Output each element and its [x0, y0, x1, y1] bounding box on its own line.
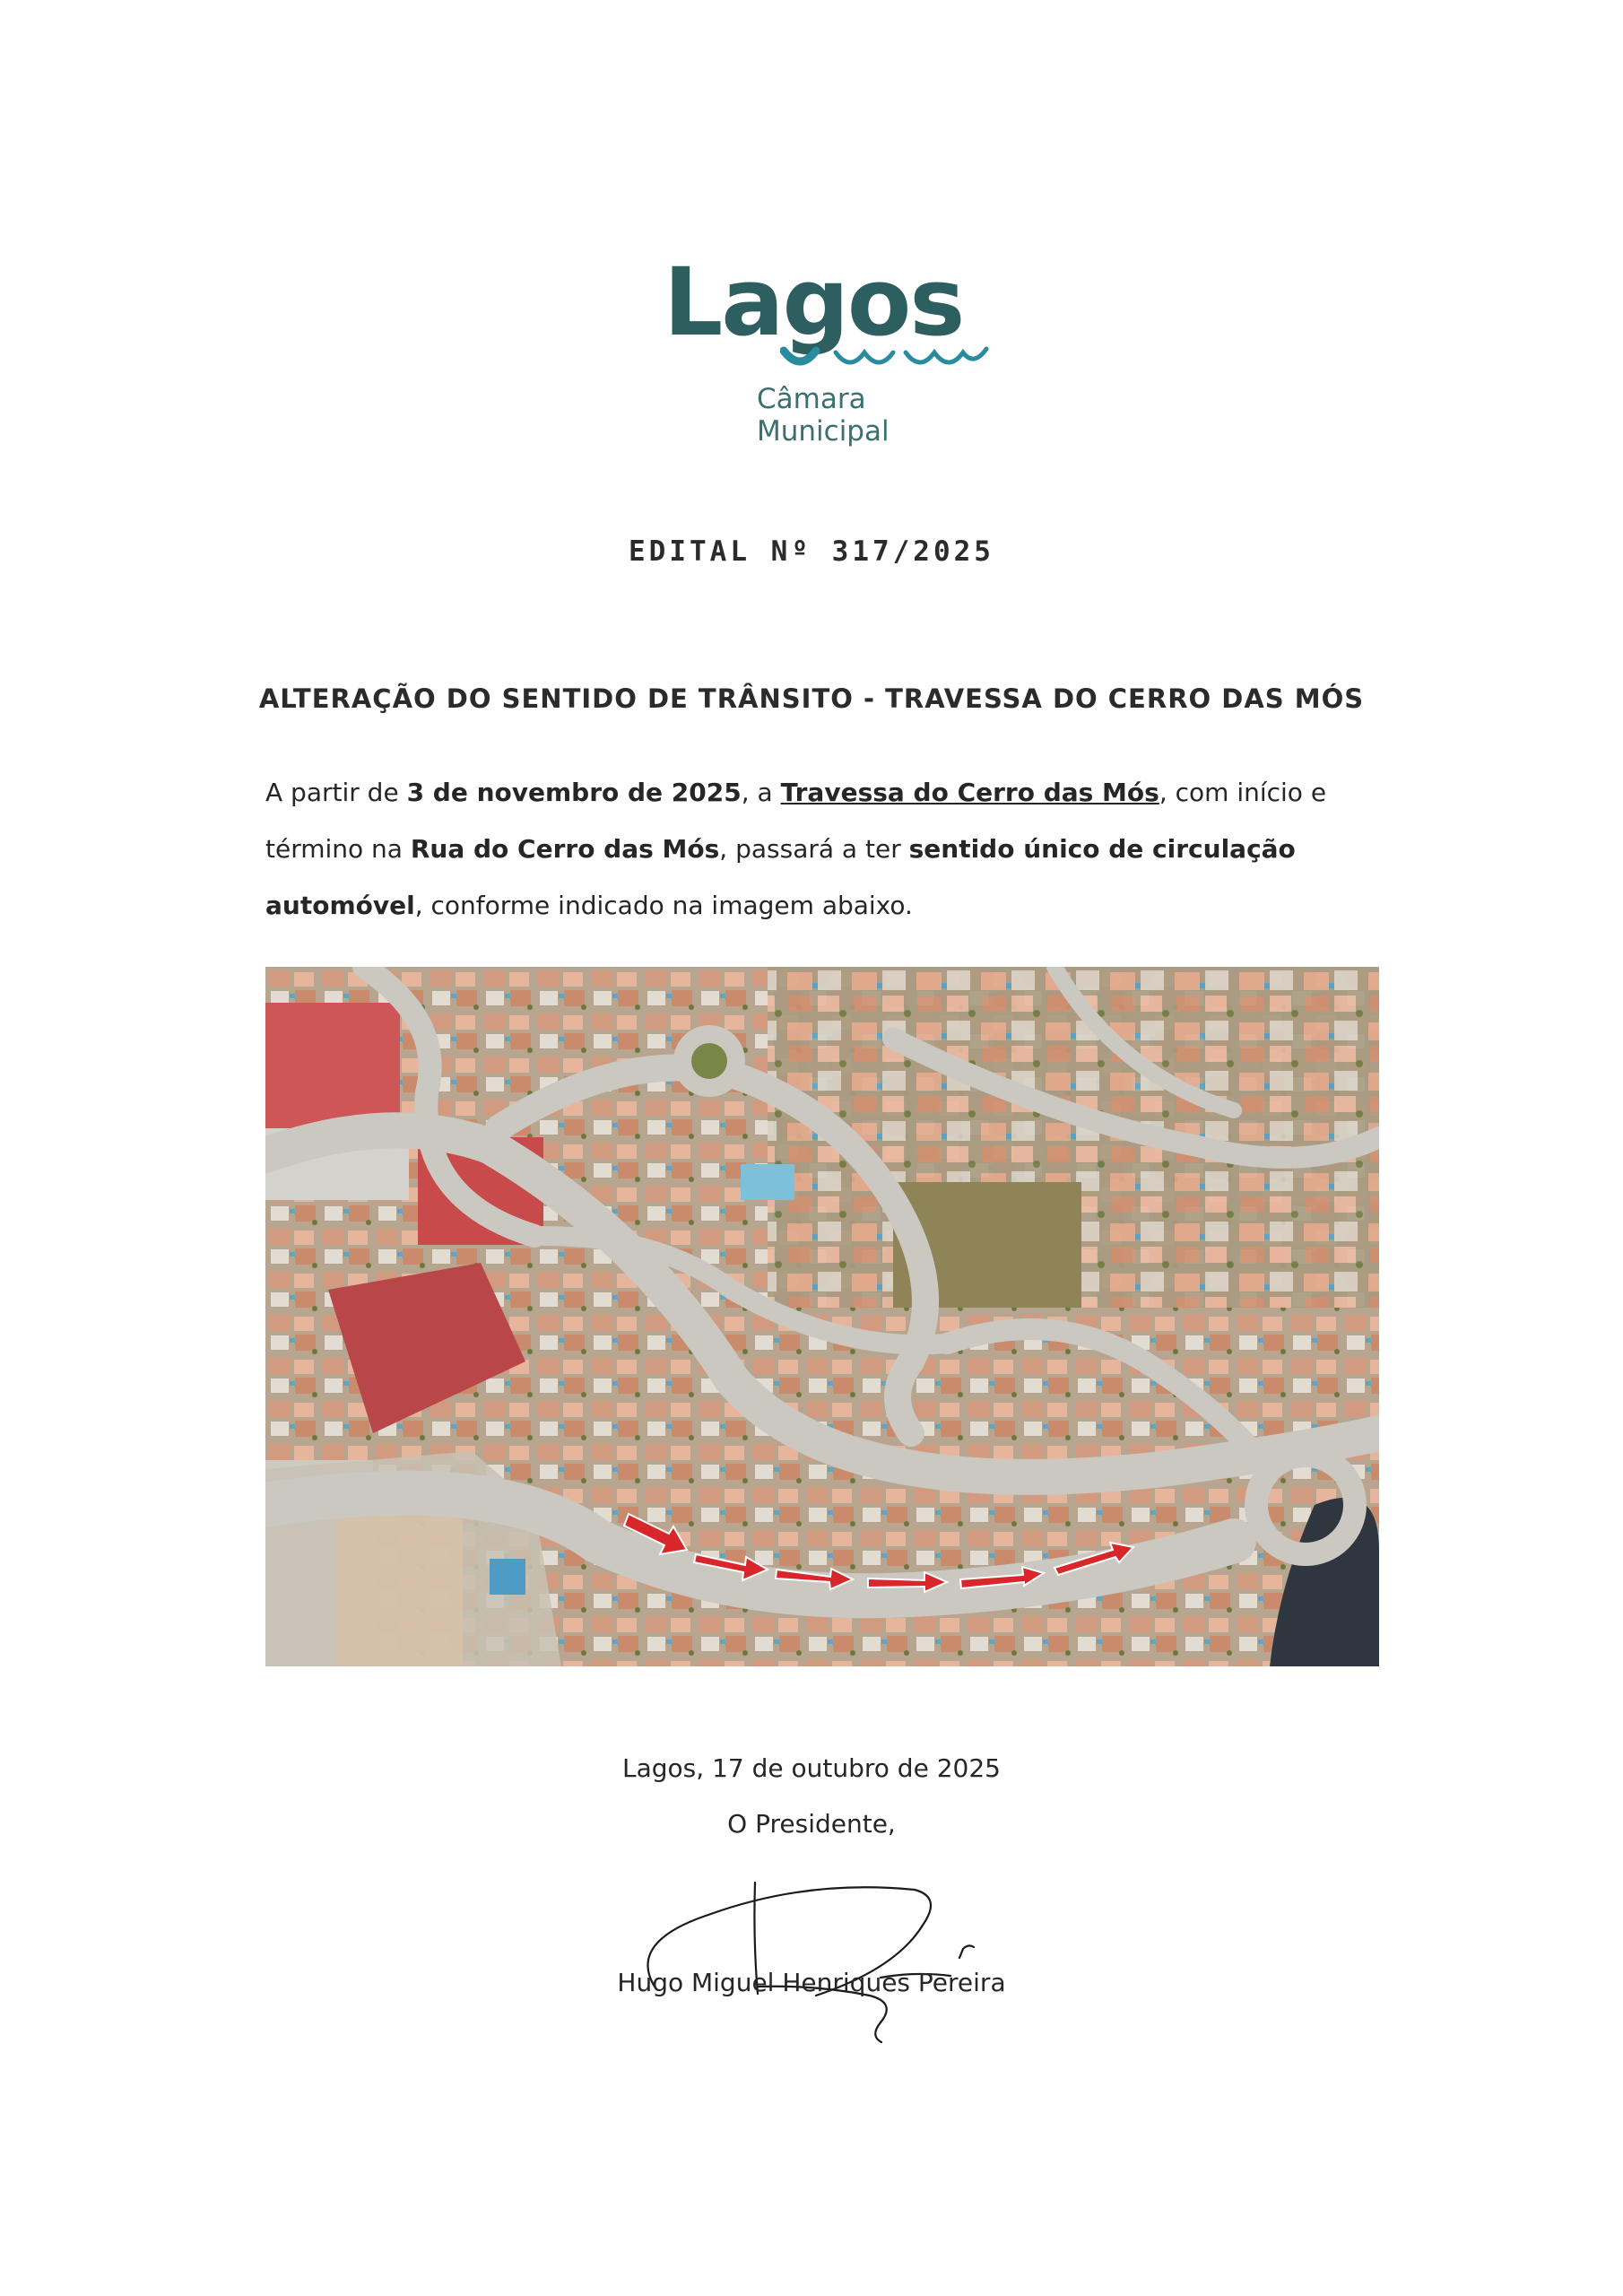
signer-name: Hugo Miguel Henriques Pereira — [617, 1968, 1006, 1997]
logo-wordmark: Lagos — [664, 248, 964, 357]
signer-role: O Presidente, — [727, 1809, 896, 1839]
logo-subtitle: Câmara Municipal — [757, 383, 890, 448]
direction-rule: sentido único de circulação automóvel — [265, 834, 1296, 920]
handwritten-signature — [628, 1843, 1022, 2049]
aerial-map-image — [265, 967, 1379, 1666]
notice-title: ALTERAÇÃO DO SENTIDO DE TRÂNSITO - TRAVESSA DO CERRO DAS MÓS — [258, 683, 1365, 714]
effective-date: 3 de novembro de 2025 — [406, 778, 742, 807]
street-name: Travessa do Cerro das Mós — [780, 778, 1159, 807]
text-run: A partir de — [265, 778, 407, 807]
place-and-date: Lagos, 17 de outubro de 2025 — [622, 1753, 1001, 1783]
text-run: , conforme indicado na imagem abaixo. — [414, 891, 913, 920]
text-run: , a — [741, 778, 781, 807]
notice-paragraph — [265, 764, 1377, 934]
edital-number: EDITAL Nº 317/2025 — [629, 535, 994, 568]
lagos-logo — [664, 248, 1004, 448]
text-run: , passará a ter — [719, 834, 909, 864]
logo-waves-icon — [780, 345, 991, 381]
road-name: Rua do Cerro das Mós — [410, 834, 720, 864]
text-run: , com início e término na — [265, 778, 1327, 864]
